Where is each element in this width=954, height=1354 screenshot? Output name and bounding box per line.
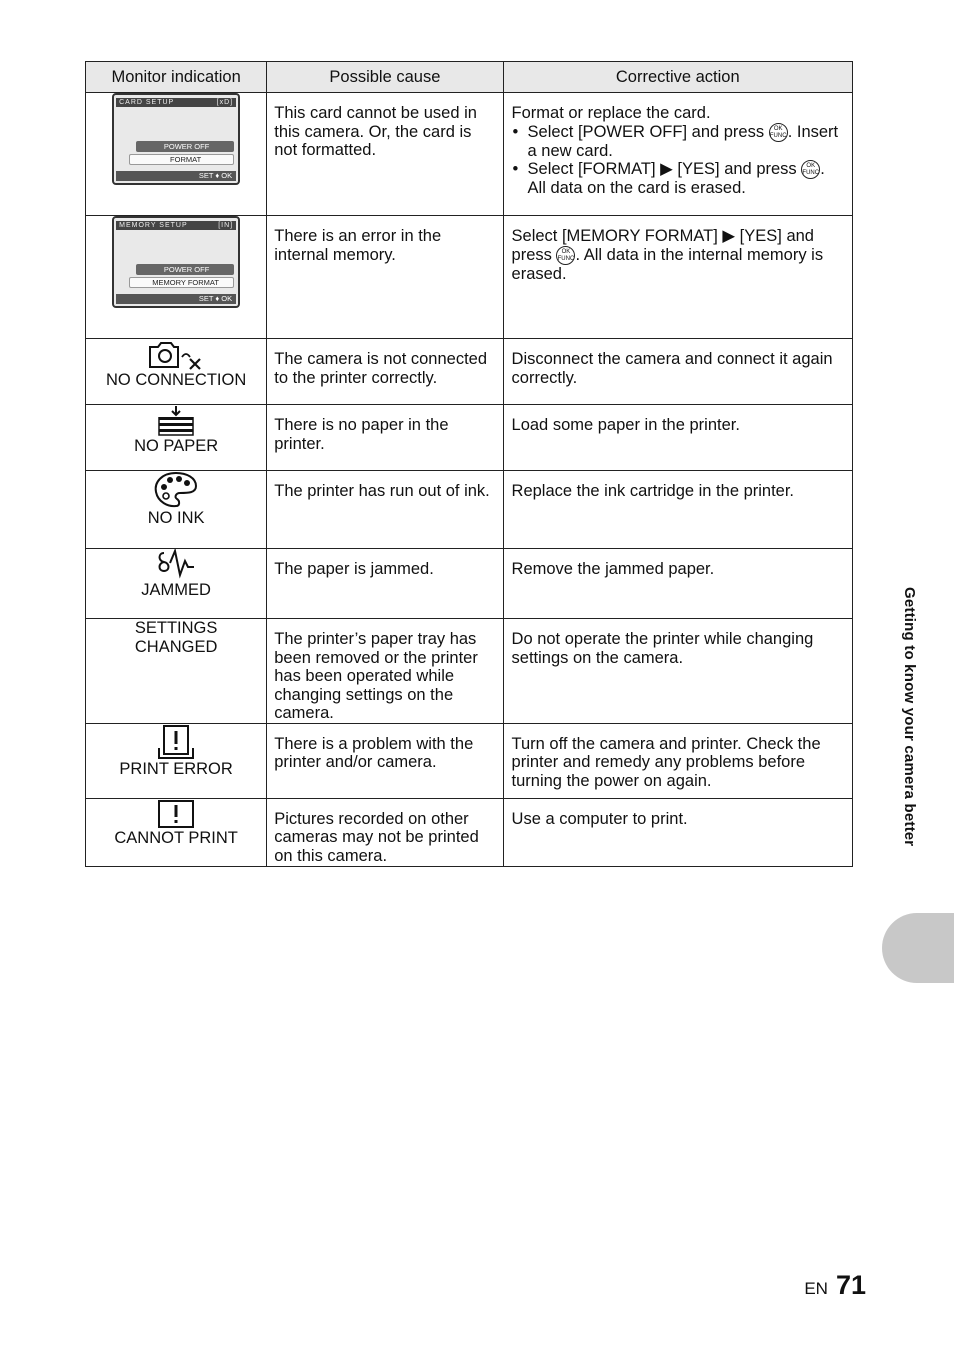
- header-corrective-action: Corrective action: [503, 62, 852, 93]
- indication-label: NO PAPER: [134, 437, 219, 455]
- monitor-indication-cell: [86, 723, 267, 798]
- screen-option-power-off: POWER OFF: [136, 264, 234, 275]
- table-row: [86, 93, 853, 216]
- monitor-indication-cell: [86, 93, 267, 216]
- table-header-row: [86, 62, 853, 93]
- camera-disconnected-icon: [146, 339, 206, 371]
- cause-cell: There is a problem with the printer and/or camera.: [267, 723, 503, 798]
- action-bullet-2: • Select [FORMAT] ▶ [YES] and press OK FUNC. All data on the card is erased.: [512, 160, 845, 198]
- side-tab-label: Getting to know your camera better: [901, 587, 918, 847]
- action-cell: Disconnect the camera and connect it again correctly.: [503, 339, 852, 405]
- cause-cell: The printer’s paper tray has been removed or the printer has been operated while changing settings on the camera.: [267, 619, 503, 724]
- action-cell: Load some paper in the printer.: [503, 405, 852, 471]
- indication-label: CANNOT PRINT: [114, 828, 238, 847]
- page-number: [804, 1270, 866, 1301]
- action-intro: Format or replace the card.: [511, 104, 711, 122]
- cause-cell: This card cannot be used in this camera. Or, the card is not formatted.: [267, 93, 503, 216]
- monitor-indication-cell: [86, 549, 267, 619]
- action-cell: Do not operate the printer while changing settings on the camera.: [503, 619, 852, 724]
- screen-option-memory-format: MEMORY FORMAT: [129, 277, 234, 288]
- indication-label-line2: CHANGED: [134, 638, 218, 656]
- memory-setup-screen: [112, 216, 240, 308]
- cause-cell: The printer has run out of ink.: [267, 471, 503, 549]
- print-error-icon: [156, 724, 196, 760]
- table-row: [86, 549, 853, 619]
- card-setup-screen: [112, 93, 240, 185]
- cause-cell: There is an error in the internal memory.: [267, 216, 503, 339]
- action-cell: Turn off the camera and printer. Check the printer and remedy any problems before turning the power on again.: [503, 723, 852, 798]
- cause-cell: There is no paper in the printer.: [267, 405, 503, 471]
- screen-option-power-off: POWER OFF: [136, 141, 234, 152]
- screen-title: CARD SETUP: [119, 99, 175, 106]
- action-cell: Select [MEMORY FORMAT] ▶ [YES] and press OK FUNC. All data in the internal memory is erased.: [503, 216, 852, 339]
- table-row: [86, 339, 853, 405]
- cannot-print-icon: [156, 799, 196, 829]
- indication-label: NO CONNECTION: [105, 371, 247, 389]
- cause-cell: The paper is jammed.: [267, 549, 503, 619]
- table-row: [86, 798, 853, 866]
- language-code: EN: [804, 1279, 828, 1298]
- action-bullet-1: • Select [POWER OFF] and press OK FUNC. Insert a new card.: [512, 123, 845, 161]
- action-cell: Remove the jammed paper.: [503, 549, 852, 619]
- monitor-indication-cell: [86, 471, 267, 549]
- monitor-indication-cell: [86, 216, 267, 339]
- monitor-indication-cell: [86, 619, 267, 724]
- indication-label: JAMMED: [141, 581, 211, 599]
- ok-func-button-icon: OK FUNC: [801, 160, 820, 179]
- indication-label: PRINT ERROR: [119, 759, 233, 778]
- screen-tag: [xD]: [216, 99, 234, 106]
- no-ink-icon: [152, 471, 200, 509]
- action-cell: Replace the ink cartridge in the printer.: [503, 471, 852, 549]
- indication-label: NO INK: [147, 509, 205, 527]
- screen-tag: [IN]: [218, 222, 234, 229]
- paper-jam-icon: [156, 549, 196, 581]
- cause-cell: Pictures recorded on other cameras may not be printed on this camera.: [267, 798, 503, 866]
- header-possible-cause: Possible cause: [267, 62, 503, 93]
- header-monitor-indication: Monitor indication: [86, 62, 267, 93]
- screen-option-format: FORMAT: [129, 154, 234, 165]
- troubleshooting-table: [85, 61, 853, 867]
- monitor-indication-cell: [86, 405, 267, 471]
- ok-func-button-icon: OK FUNC: [556, 246, 575, 265]
- table-row: [86, 619, 853, 724]
- screen-title: MEMORY SETUP: [119, 222, 188, 229]
- table-row: [86, 216, 853, 339]
- section-tab: [882, 913, 954, 983]
- monitor-indication-cell: [86, 798, 267, 866]
- screen-footer: SET ♦ OK: [116, 294, 236, 304]
- action-cell: [503, 93, 852, 216]
- monitor-indication-cell: [86, 339, 267, 405]
- page-number-value: 71: [835, 1270, 866, 1300]
- table-row: [86, 405, 853, 471]
- indication-label-line1: SETTINGS: [134, 619, 218, 637]
- table-row: [86, 723, 853, 798]
- action-cell: Use a computer to print.: [503, 798, 852, 866]
- table-row: [86, 471, 853, 549]
- ok-func-button-icon: OK FUNC: [769, 123, 788, 142]
- no-paper-icon: [156, 405, 196, 437]
- cause-cell: The camera is not connected to the printer correctly.: [267, 339, 503, 405]
- screen-footer: SET ♦ OK: [116, 171, 236, 181]
